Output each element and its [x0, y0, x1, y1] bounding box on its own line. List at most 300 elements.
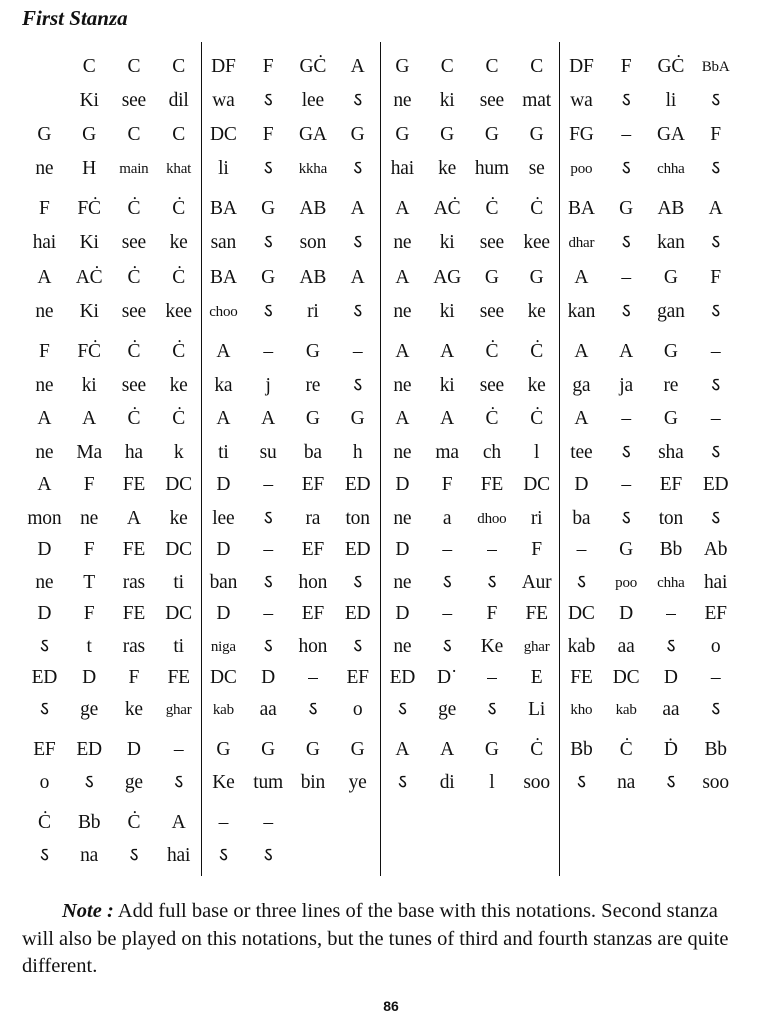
lyric-cell: ne [80, 508, 99, 529]
lyric-cell: Ki [79, 232, 99, 253]
lyric-cell: bin [300, 772, 326, 793]
lyric-cell: main [119, 161, 149, 177]
note-cell: AB [657, 198, 685, 219]
lyric-cell: see [121, 375, 147, 396]
lyrics-row [22, 154, 738, 184]
note-cell: F [710, 124, 721, 145]
note-cell: G [619, 539, 634, 560]
lyric-cell: ne [35, 375, 54, 396]
note-cell: Ċ [37, 812, 51, 833]
notation-row [22, 404, 738, 434]
note-cell: DC [165, 539, 192, 560]
note-cell: FĊ [77, 341, 101, 362]
note-cell: Ċ [172, 198, 186, 219]
lyric-cell: ki [81, 375, 97, 396]
note-cell: FĊ [77, 198, 101, 219]
note-cell: D [37, 539, 52, 560]
lyric-cell: poo [615, 575, 638, 591]
note-cell: G [663, 341, 678, 362]
note-cell: Ċ [127, 198, 141, 219]
note-cell: – [710, 341, 721, 362]
lyric-cell [291, 841, 336, 871]
lyric-cell: ne [393, 90, 412, 111]
lyric-cell [649, 841, 694, 871]
lyrics-row [22, 371, 738, 401]
lyric-cell: tum [253, 772, 283, 793]
note-cell: EF [346, 667, 369, 688]
lyric-cell: ऽ [263, 232, 273, 253]
note-cell: A [395, 341, 410, 362]
note-cell: A [574, 341, 589, 362]
note-cell: F [39, 341, 50, 362]
lyric-cell: kho [570, 702, 593, 718]
lyric-cell: dhar [568, 235, 595, 251]
lyric-cell: Ma [76, 442, 102, 463]
lyric-cell: ton [345, 508, 370, 529]
lyric-cell: Li [528, 699, 546, 720]
lyric-cell: ऽ [442, 572, 452, 593]
note-cell: Ċ [172, 408, 186, 429]
note-cell: EF [659, 474, 683, 495]
note-cell: A [216, 408, 231, 429]
lyric-cell: mat [522, 90, 551, 111]
lyric-cell: ऽ [353, 90, 363, 111]
lyric-cell: ghar [165, 702, 192, 718]
lyric-cell: ऽ [711, 232, 721, 253]
lyric-cell: Ke [212, 772, 235, 793]
note-cell: F [83, 603, 95, 624]
lyric-cell: ऽ [39, 699, 49, 720]
lyric-cell: ne [35, 442, 54, 463]
lyric-cell: ri [530, 508, 543, 529]
note-cell: G [261, 267, 276, 288]
note-cell: FE [480, 474, 504, 495]
note-cell: G [37, 124, 52, 145]
note-cell: A [395, 408, 410, 429]
lyric-cell: re [663, 375, 679, 396]
lyric-cell: a [442, 508, 452, 529]
lyric-cell: chha [657, 575, 685, 591]
lyric-cell: ऽ [353, 232, 363, 253]
lyric-cell: Ki [79, 301, 99, 322]
lyrics-row [22, 841, 738, 871]
note-cell: DC [568, 603, 595, 624]
lyric-cell: H [82, 158, 97, 179]
lyric-cell: hon [298, 572, 328, 593]
lyric-cell: ऽ [711, 375, 721, 396]
lyric-cell: see [479, 90, 505, 111]
lyric-cell: san [210, 232, 237, 253]
note-cell: D [126, 739, 141, 760]
note-cell: C [172, 124, 186, 145]
note-cell: A [171, 812, 186, 833]
lyric-cell: ne [35, 158, 54, 179]
note-cell: A [216, 341, 231, 362]
note-cell: – [263, 539, 273, 560]
note-cell: A [37, 408, 52, 429]
lyric-cell: kab [615, 702, 637, 718]
lyric-cell: o [352, 699, 363, 720]
lyric-cell: o [710, 636, 721, 657]
lyric-cell: hai [704, 572, 728, 593]
note-cell: F [83, 539, 95, 560]
lyric-cell: ऽ [576, 772, 586, 793]
lyric-cell: khat [166, 161, 192, 177]
lyric-cell: ऽ [487, 572, 497, 593]
note-cell: G [663, 408, 678, 429]
stanza-title: First Stanza [22, 6, 128, 30]
note-cell: A [82, 408, 97, 429]
lyric-cell: ऽ [218, 845, 228, 866]
page-number: 86 [383, 998, 399, 1014]
lyric-cell: ऽ [621, 158, 631, 179]
lyric-cell: ऽ [666, 772, 676, 793]
lyric-cell: sha [658, 442, 684, 463]
lyrics-row [22, 438, 738, 468]
note-cell: EF [301, 474, 325, 495]
lyric-cell: soo [702, 772, 729, 793]
lyric-cell: ऽ [397, 772, 407, 793]
lyric-cell: ke [169, 375, 188, 396]
lyric-cell: kee [523, 232, 550, 253]
notation-row [22, 663, 738, 693]
note-cell: D˙ [437, 667, 458, 688]
lyric-cell: choo [209, 304, 238, 320]
lyric-cell: t [86, 636, 92, 657]
lyric-cell: aa [259, 699, 277, 720]
note-cell: ED [76, 739, 102, 760]
lyric-cell: lee [212, 508, 235, 529]
lyric-cell: kab [212, 702, 234, 718]
note-cell: F [83, 474, 95, 495]
note-cell [559, 808, 604, 838]
note-cell: D [82, 667, 97, 688]
lyric-cell: ऽ [174, 772, 184, 793]
lyric-cell: ri [307, 301, 319, 322]
note-cell: A [574, 408, 589, 429]
lyric-cell: re [305, 375, 321, 396]
lyric-cell: ne [393, 442, 412, 463]
lyric-cell: ऽ [308, 699, 318, 720]
lyric-cell: ऽ [263, 301, 273, 322]
note-cell: C [440, 56, 454, 77]
lyric-cell: ऽ [353, 158, 363, 179]
lyric-cell: l [534, 442, 540, 463]
note-cell: C [172, 56, 186, 77]
note-cell: Ċ [530, 408, 544, 429]
lyric-cell: ki [439, 301, 455, 322]
note-cell: GĊ [299, 56, 327, 77]
note-cell: AĊ [433, 198, 461, 219]
lyric-cell: ban [209, 572, 238, 593]
notation-row [22, 52, 738, 82]
lyric-cell: ti [173, 572, 184, 593]
lyric-cell: chha [657, 161, 685, 177]
lyric-cell: ba [572, 508, 591, 529]
note-cell: BbA [701, 59, 730, 75]
lyric-cell: li [665, 90, 677, 111]
lyric-cell: hai [167, 845, 191, 866]
note-cell: FE [167, 667, 190, 688]
note-cell [22, 52, 67, 82]
lyric-cell: ra [305, 508, 321, 529]
note-cell: A [37, 474, 52, 495]
note-cell: C [530, 56, 544, 77]
lyric-cell: na [80, 845, 99, 866]
lyric-cell: poo [570, 161, 593, 177]
note-cell: EF [33, 739, 56, 760]
note-cell: F [486, 603, 498, 624]
note-cell: ED [31, 667, 58, 688]
note-cell: F [531, 539, 542, 560]
note-cell: – [621, 124, 631, 145]
note-cell: G [350, 408, 365, 429]
note-cell: D [663, 667, 678, 688]
note-cell: G [82, 124, 97, 145]
notation-row [22, 599, 738, 629]
lyric-cell: see [479, 232, 505, 253]
lyric-cell: ऽ [666, 636, 676, 657]
lyric-cell: hum [474, 158, 509, 179]
lyric-cell: ne [393, 301, 412, 322]
note-cell: Ċ [172, 341, 186, 362]
note-cell: A [395, 198, 410, 219]
lyric-cell [604, 841, 649, 871]
note-cell: FE [570, 667, 593, 688]
note-cell: Ċ [530, 198, 544, 219]
lyric-cell: ऽ [397, 699, 407, 720]
lyric-cell: ऽ [353, 636, 363, 657]
note-cell: C [485, 56, 499, 77]
notation-row [22, 735, 738, 765]
note-cell [514, 808, 559, 838]
note-cell: Ċ [485, 198, 499, 219]
note-cell [291, 808, 336, 838]
lyric-cell [380, 841, 425, 871]
note-cell: E [530, 667, 543, 688]
note-cell: DC [210, 667, 237, 688]
lyric-cell: ba [303, 442, 322, 463]
lyric-cell: ऽ [263, 572, 273, 593]
note-cell: Ċ [485, 341, 499, 362]
lyric-cell: kab [567, 636, 596, 657]
lyrics-row [22, 768, 738, 798]
lyric-cell [425, 841, 470, 871]
lyric-cell: ऽ [353, 301, 363, 322]
lyrics-row [22, 632, 738, 662]
lyric-cell: son [299, 232, 327, 253]
note-cell: D [216, 474, 231, 495]
note-cell [380, 808, 425, 838]
note-cell: A [350, 198, 365, 219]
note-cell: C [127, 56, 141, 77]
note-cell: D [37, 603, 52, 624]
note-cell: – [218, 812, 229, 833]
lyric-cell: see [479, 375, 505, 396]
note-cell: DF [569, 56, 594, 77]
lyric-cell: ऽ [353, 572, 363, 593]
note-cell: FE [525, 603, 548, 624]
lyric-cell: ऽ [84, 772, 94, 793]
note-cell: G [440, 124, 455, 145]
note-cell: FG [569, 124, 594, 145]
note-cell: – [710, 408, 721, 429]
lyric-cell: wa [570, 90, 593, 111]
note-cell: D [216, 539, 231, 560]
lyric-cell: hai [32, 232, 56, 253]
lyric-cell: soo [523, 772, 550, 793]
note-cell: FE [122, 603, 146, 624]
notation-row [22, 194, 738, 224]
note-cell: EF [301, 603, 325, 624]
note-cell: – [308, 667, 318, 688]
note-cell: A [574, 267, 589, 288]
note-cell: A [350, 267, 365, 288]
lyrics-row [22, 86, 738, 116]
note-cell: F [710, 267, 721, 288]
note-cell: – [621, 267, 631, 288]
note-cell: G [350, 739, 365, 760]
lyric-cell [22, 86, 67, 116]
lyric-cell: ki [439, 90, 455, 111]
note-cell: D [395, 603, 410, 624]
lyric-cell: kan [657, 232, 685, 253]
note-cell: A [395, 267, 410, 288]
lyric-cell: ne [393, 375, 412, 396]
lyric-cell: gan [657, 301, 685, 322]
lyric-cell: dhoo [477, 511, 507, 527]
note-cell: D [395, 474, 410, 495]
note-cell: – [263, 474, 273, 495]
note-lead: Note : [62, 900, 114, 922]
note-cell: G [529, 267, 544, 288]
note-cell: DF [211, 56, 236, 77]
lyric-cell: ke [527, 301, 546, 322]
lyric-cell: ऽ [621, 232, 631, 253]
lyric-cell: ne [35, 301, 54, 322]
note-cell: AB [299, 198, 327, 219]
note-cell: BA [210, 198, 237, 219]
lyric-cell: ऽ [442, 636, 452, 657]
lyric-cell: ऽ [353, 375, 363, 396]
note-cell: G [663, 267, 678, 288]
lyric-cell: j [265, 375, 271, 396]
note-cell: Ab [703, 539, 728, 560]
note-cell [604, 808, 649, 838]
note-cell: FE [122, 474, 146, 495]
note-cell: Ċ [172, 267, 186, 288]
note-cell: BA [568, 198, 595, 219]
note-cell: D [216, 603, 231, 624]
lyric-cell: di [439, 772, 455, 793]
lyric-cell: kee [165, 301, 192, 322]
note-cell: Ċ [127, 408, 141, 429]
lyric-cell: ऽ [711, 90, 721, 111]
note-cell: A [440, 341, 455, 362]
lyrics-row [22, 228, 738, 258]
lyric-cell: see [479, 301, 505, 322]
lyric-cell: ha [124, 442, 143, 463]
lyric-cell: ki [439, 375, 455, 396]
note-cell: – [263, 812, 273, 833]
note-cell: G [619, 198, 634, 219]
lyric-cell: hon [298, 636, 328, 657]
lyric-cell: ऽ [39, 636, 49, 657]
note-cell: Ċ [485, 408, 499, 429]
lyric-cell: ras [122, 636, 145, 657]
lyric-cell: ghar [523, 639, 550, 655]
lyric-cell: ke [124, 699, 143, 720]
lyric-cell: Aur [521, 572, 552, 593]
note-cell: G [216, 739, 231, 760]
lyric-cell: ja [619, 375, 633, 396]
lyric-cell: ke [169, 508, 188, 529]
lyric-cell: ऽ [263, 636, 273, 657]
note-cell: AB [299, 267, 327, 288]
note-cell: Ċ [530, 739, 544, 760]
lyric-cell: ki [439, 232, 455, 253]
lyric-cell: ऽ [263, 845, 273, 866]
note-cell: G [305, 739, 320, 760]
note-cell: G [350, 124, 365, 145]
notation-row [22, 120, 738, 150]
note-cell: DC [612, 667, 640, 688]
note-cell [425, 808, 470, 838]
lyric-cell: T [83, 572, 95, 593]
lyric-cell: ka [214, 375, 233, 396]
note-cell: DC [210, 124, 237, 145]
note-cell: GĊ [657, 56, 685, 77]
lyric-cell: na [617, 772, 636, 793]
note-cell: AG [433, 267, 461, 288]
lyric-cell: ch [482, 442, 501, 463]
note-cell: DC [523, 474, 550, 495]
lyric-cell: wa [212, 90, 235, 111]
lyric-cell: h [352, 442, 363, 463]
lyric-cell: ऽ [711, 442, 721, 463]
note-cell: GA [656, 124, 685, 145]
note-cell: D [395, 539, 410, 560]
lyric-cell: ton [658, 508, 684, 529]
note-cell: A [708, 198, 723, 219]
note-cell: A [440, 739, 455, 760]
note-cell: G [305, 408, 320, 429]
note-cell: G [484, 267, 499, 288]
lyric-cell: niga [210, 639, 236, 655]
note-cell [470, 808, 515, 838]
note-cell: Ċ [127, 267, 141, 288]
lyric-cell: see [121, 90, 147, 111]
note-cell: G [395, 124, 410, 145]
lyric-cell: ऽ [39, 845, 49, 866]
lyric-cell: kan [567, 301, 596, 322]
lyric-cell: ऽ [263, 508, 273, 529]
note-cell: D [261, 667, 276, 688]
note-cell: G [261, 739, 276, 760]
note-cell: F [39, 198, 50, 219]
note-cell: Ċ [530, 341, 544, 362]
note-cell: Ḋ [663, 739, 678, 760]
lyric-cell: ऽ [487, 699, 497, 720]
lyric-cell: ras [122, 572, 145, 593]
lyric-cell: ऽ [576, 572, 586, 593]
note-cell: – [666, 603, 676, 624]
lyric-cell: ti [173, 636, 184, 657]
note-cell: A [619, 341, 634, 362]
note-cell: FE [122, 539, 146, 560]
lyric-cell: ऽ [711, 301, 721, 322]
note-cell: D [619, 603, 634, 624]
